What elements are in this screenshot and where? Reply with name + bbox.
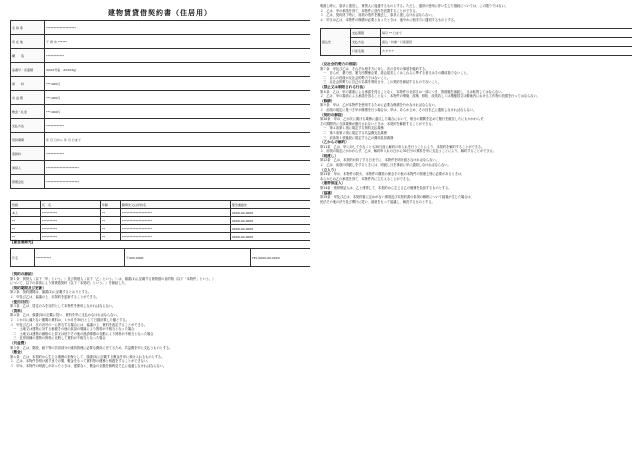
clause-line: 二 土地又は建物の価格の上昇又は低下その他の経済事情の変動により賃料が不相当となった場合 <box>10 331 154 336</box>
clause-line: ２ 乙は、甲の承諾を得て、本物件に造作を設置することができる。 <box>320 8 419 13</box>
clause-line: 第１条 賃貸人（以下「甲」という。）及び賃借人（以下「乙」という。）は、頭書(1)に記載する賃貸借の目的物（以下「本物件」という。） <box>10 276 216 281</box>
clause-heading: （契約の解除） <box>320 112 346 117</box>
clause-heading: （契約期間及び更新） <box>10 285 46 290</box>
clause-line: 第７条 甲及び乙は、それぞれ相手方に対し、次の各号の事項を確約する。 <box>320 66 429 71</box>
clause-line: 第４条 乙は、頭書(3)の記載に従い、賃料を甲に支払わなければならない。 <box>10 313 120 318</box>
clause-heading: （使用目的） <box>10 299 32 304</box>
property-row <box>11 35 311 49</box>
property-value: ************ <box>45 49 311 63</box>
fee-value: カタカナ <box>381 47 633 56</box>
fee-row <box>321 38 633 47</box>
fee-label: 支払期限 <box>351 29 381 38</box>
occupants-header-cell: 続柄 <box>11 201 41 209</box>
right-top-text <box>320 4 632 22</box>
occupant-cell: ** <box>101 225 121 233</box>
clause-line: ２ 甲及び乙は、協議の上、本契約を更新することができる。 <box>10 294 100 299</box>
occupants-header-cell: 氏 名 <box>41 201 101 209</box>
property-value: ***,000円 <box>45 105 311 119</box>
property-row <box>11 119 311 133</box>
clause-line: ２ 乙は、前項の明渡しをするときには、明渡し日を事前に甲に通知しなければならない。 <box>320 163 451 168</box>
occupant-cell: ******************** <box>121 209 231 217</box>
clause-line: 明渡し時に、原状に復旧し、賃貸人に返還するものとする。ただし、通常の使用に伴い生じた損耗については、この限りではない。 <box>320 4 508 8</box>
property-row <box>11 91 311 105</box>
clause-line: ３ 甲及び乙は、次の各号の一に該当する場合には、協議の上、賃料を改定することができる。 <box>10 322 148 327</box>
occupant-cell: ** <box>11 217 41 225</box>
property-label: 更新料 <box>11 147 45 161</box>
property-label: 室番号・床面積 <box>11 63 45 77</box>
occupant-cell: ******************** <box>121 233 231 241</box>
emergency-title: 【緊急連絡先】 <box>10 240 36 244</box>
clause-line: 第２条 契約期間は、頭書(2)に記載するとおりとする。 <box>10 290 92 295</box>
property-row <box>11 21 311 35</box>
clause-line: ２ １か月に満たない期間の賃料は、１か月を30日として日割計算した額とする。 <box>10 317 129 322</box>
clause-line: 第12条 乙は、本契約が終了する日までに、本物件を明け渡さなければならない。 <box>320 158 439 163</box>
clause-line: 民法その他の法令及び慣行に従い、誠意をもって協議し、解決するものとする。 <box>320 199 435 204</box>
left-column <box>10 0 310 452</box>
fee-value: 毎月 ** 日まで <box>381 29 633 38</box>
clause-line: ２ 前項の規定にかかわらず、乙は、解約申入れの日から30日分の賃料を甲に支払うことにより、解約することができる。 <box>320 149 496 154</box>
clause-heading: （反社会的勢力の排除） <box>320 62 360 66</box>
clause-line: 一 第４条第１項に規定する賃料支払義務 <box>320 126 384 131</box>
property-value: 〒 県 市 ****** <box>45 35 311 49</box>
occupant-cell: ** <box>101 217 121 225</box>
property-value: 年 月 日から 年 月 日まで <box>45 133 311 147</box>
occupant-cell: 0000-00-0000 <box>231 225 311 233</box>
clause-line: その期間内に当該義務が履行されないときは、本契約を解除することができる。 <box>320 121 435 126</box>
clause-line: ３ 乙は、契約終了時に、前項の造作を撤去し、原状に復しなければならない。 <box>320 13 435 18</box>
occupant-cell: ******************** <box>121 217 231 225</box>
clause-heading: （協議） <box>320 190 335 195</box>
fee-box <box>320 28 632 56</box>
occupant-cell: ********** <box>41 233 101 241</box>
property-row <box>11 133 311 147</box>
clause-line: 二 第５条第２項に規定する共益費支払義務 <box>320 130 387 135</box>
property-row <box>11 161 311 175</box>
property-value: ************ <box>45 119 311 133</box>
property-label: 賃貸人 <box>11 161 45 175</box>
property-table <box>10 20 310 189</box>
clause-heading: （連帯保証人） <box>320 181 346 186</box>
right-clauses <box>320 62 632 204</box>
clause-heading: （乙からの解約） <box>320 140 349 145</box>
occupant-cell: ********** <box>41 209 101 217</box>
clause-line: ２ 乙は、甲の書面による承諾を得ることなく、本物件の増築、改築、移転、改造若しくは模様替又は敷地内における工作物の設置を行ってはならない。 <box>320 94 540 99</box>
fee-label: 支払方法 <box>351 38 381 47</box>
clause-line: ３ 甲は、本物件の明渡しがあったときは、遅滞なく、敷金の全額を無利息で乙に返還しなければならない。 <box>10 363 167 368</box>
occupants-table <box>10 200 310 241</box>
emergency-address: 〒000-0000 <box>125 249 251 267</box>
fee-value: 振込・持参・口座振替 <box>381 38 633 47</box>
clause-line: 三 近傍同種の建物の賃料に比較して賃料が不相当となった場合 <box>10 336 106 341</box>
clause-line: 第13条 甲は、本物件の防火、本物件の構造の保全その他の本物件の管理上特に必要があるときは、 <box>320 172 465 177</box>
clause-line: について、以下の条項により賃貸借契約（以下「本契約」という。）を締結した。 <box>10 281 128 286</box>
fee-row <box>321 47 633 56</box>
clause-heading: （明渡し） <box>320 153 338 158</box>
property-value: ******************** <box>45 21 311 35</box>
occupant-cell: ** <box>101 209 121 217</box>
clause-line: 第11条 乙は、甲に対して少なくとも30日前に解約の申入れを行うことにより、本契約を解約することができる。 <box>320 144 485 149</box>
clause-line: 二 自らの役員が反社会的勢力ではないこと。 <box>320 75 391 80</box>
occupant-cell: ********** <box>41 225 101 233</box>
property-label: 名 称 等 <box>11 21 45 35</box>
emergency-name: ********** <box>35 249 125 267</box>
clause-line: 第８条 乙は、甲の書面による承諾を得ることなく、本物件の全部又は一部につき、賃借権を譲渡し、又は転貸してはならない。 <box>320 89 505 94</box>
clause-line: 第５条 乙は、階段、廊下等の共用部分の維持管理に必要な費用に充てるため、共益費を甲に支払うものとする。 <box>10 345 173 350</box>
clause-heading: （共益費） <box>10 340 28 345</box>
property-row <box>11 147 311 161</box>
property-value: ********************** <box>45 175 311 189</box>
property-label: 敷金・礼金 <box>11 105 45 119</box>
clause-heading: （敷金） <box>10 350 25 355</box>
clause-line: ２ 前項の規定に基づき甲が修繕を行う場合は、甲は、あらかじめ、その旨を乙に通知しなければならない。 <box>320 107 477 112</box>
property-row <box>11 175 311 189</box>
occupant-cell: 0000-00-0000 <box>231 217 311 225</box>
property-label: 管理会社 <box>11 175 45 189</box>
property-label: 契約期間 <box>11 133 45 147</box>
occupant-row <box>11 209 311 217</box>
clause-line: 第14条 連帯保証人は、乙と連帯して、本契約から生じる乙の債務を負担するものとする。 <box>320 186 452 191</box>
occupant-cell: ** <box>101 233 121 241</box>
occupant-cell: ********** <box>41 217 101 225</box>
clause-line: 第10条 甲は、乙が次に掲げる義務に違反した場合において、相当の期間を定めて履行を催告したにもかかわらず、 <box>320 117 487 122</box>
clause-line: 第15条 甲及び乙は、本契約書に定めがない事項及び本契約書の条項の解釈について疑義が生じた場合は、 <box>320 195 474 200</box>
fee-side-label: 振込先 <box>321 29 351 56</box>
property-row <box>11 63 311 77</box>
property-row <box>11 77 311 91</box>
clause-line: あらかじめ乙の承諾を得て、本物件内に立ち入ることができる。 <box>320 176 413 181</box>
fee-row <box>321 29 633 38</box>
occupant-cell: 0000-00-0000 <box>231 233 311 241</box>
clause-line: ４ 甲又は乙は、本物件の修繕が必要となったときは、速やかに相手方に通知するものとする。 <box>320 17 458 22</box>
property-value: ************ <box>45 147 311 161</box>
clause-line: ２ 乙は、本物件を明け渡すまでの間、敷金をもって賃料等の債務と相殺をすることができない。 <box>10 359 151 364</box>
emergency-name-label: 氏名 <box>11 249 35 267</box>
property-label: 所 在 地 <box>11 35 45 49</box>
clause-line: 三 反社会的勢力に自己の名義を利用させ、この契約を締結するものでないこと。 <box>320 80 442 85</box>
property-row <box>11 105 311 119</box>
occupant-cell: ** <box>11 225 41 233</box>
clause-heading: （修繕） <box>320 98 335 103</box>
clause-heading: （契約の締結） <box>10 272 36 276</box>
left-clauses <box>10 272 310 368</box>
property-value: ********************** <box>45 161 311 175</box>
property-label: 構 造 <box>11 49 45 63</box>
occupant-cell: 0000-00-0000 <box>231 209 311 217</box>
occupant-cell: ** <box>11 233 41 241</box>
clause-line: 一 土地又は建物に対する租税その他の負担の増減により賃料が不相当となった場合 <box>10 327 135 332</box>
property-row <box>11 49 311 63</box>
right-column <box>320 0 632 452</box>
document-title: 建物賃貸借契約書（住居用） <box>108 8 212 17</box>
occupants-header-cell: 緊急連絡先 <box>231 201 311 209</box>
clause-heading: （賃料） <box>10 308 25 313</box>
property-value: ***,000円 <box>45 77 311 91</box>
property-label: 共 益 費 <box>11 91 45 105</box>
property-value: ***,000円 <box>45 91 311 105</box>
occupants-header-cell: 勤務先又は学校名 <box>121 201 231 209</box>
occupant-row <box>11 217 311 225</box>
fee-label: 口座名義 <box>351 47 381 56</box>
clause-heading: （立入り） <box>320 167 338 172</box>
occupant-row <box>11 225 311 233</box>
clause-line: 三 前条第１項後段に規定する乙の費用負担義務 <box>320 135 394 140</box>
occupant-row <box>11 233 311 241</box>
property-label: 支払方法 <box>11 119 45 133</box>
clause-line: 第３条 乙は、居住のみを目的として本物件を使用しなければならない。 <box>10 304 116 309</box>
occupants-header-cell: 年齢 <box>101 201 121 209</box>
clause-heading: （禁止又は制限される行為） <box>320 84 367 89</box>
emergency-phone: 0000-00-0000 <box>258 255 280 260</box>
occupant-cell: 本人 <box>11 209 41 217</box>
property-value: XXXX号室 XXXXX㎡ <box>45 63 311 77</box>
emergency-table <box>10 248 310 267</box>
emergency-phone-label: TEL <box>252 255 258 260</box>
clause-line: 第６条 乙は、本契約から生じる債務の担保として、頭書(3)に記載する敷金を甲に預け入れるものとする。 <box>10 354 165 359</box>
clause-line: 一 自らが、暴力団、暴力団関係企業、総会屋若しくはこれらに準ずる者又はその構成員でないこと。 <box>320 71 470 76</box>
occupant-cell: ******************** <box>121 225 231 233</box>
clause-line: 第９条 甲は、乙が本物件を使用するために必要な修繕を行わなければならない。 <box>320 103 438 108</box>
property-label: 賃 料 <box>11 77 45 91</box>
